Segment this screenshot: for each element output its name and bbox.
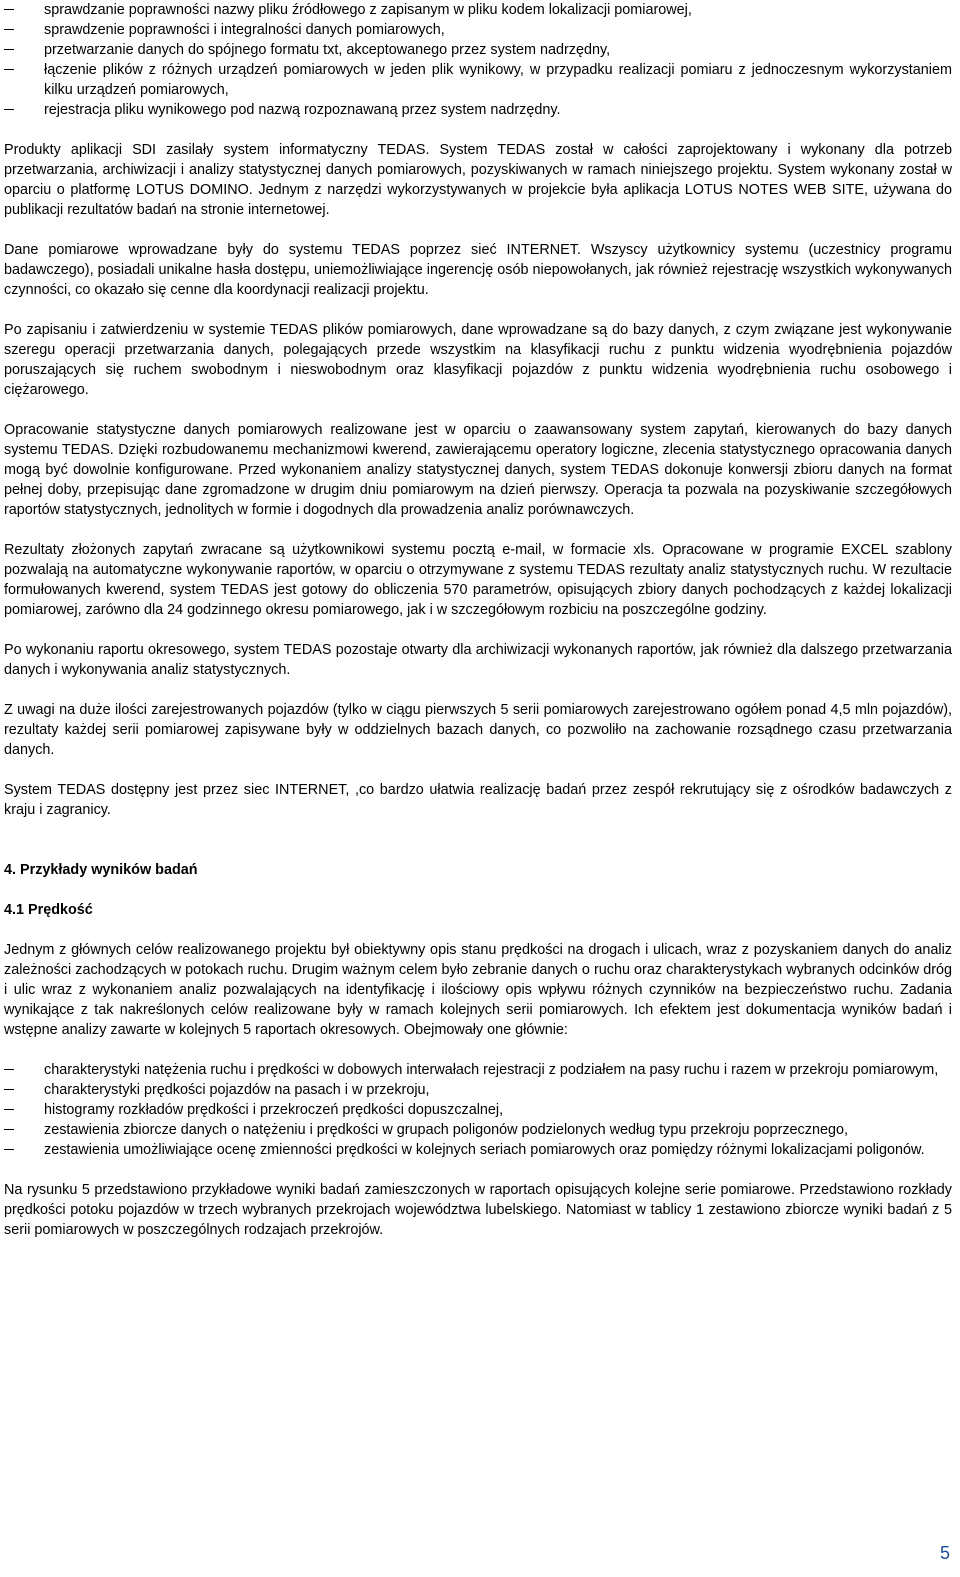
list-item: sprawdzanie poprawności nazwy pliku źródłowego z zapisanym w pliku kodem lokalizacji pomiarowej, xyxy=(4,0,952,20)
list-item: histogramy rozkładów prędkości i przekroczeń prędkości dopuszczalnej, xyxy=(4,1100,952,1120)
paragraph-statistics: Opracowanie statystyczne danych pomiarowych realizowane jest w oparciu o zaawansowany system zapytań, kierowanych do bazy danych systemu TEDAS. Dzięki rozbudowanemu mechanizmowi kwerend, zawierającemu operatory logiczne, zlecenia statystycznego opracowania danych mogą być dowolnie konfigurowane. Przed wykonaniem analizy statystycznej danych, system TEDAS dokonuje konwersji zbioru danych na format pełnej doby, przepisując dane zgromadzone w drugim dniu pomiarowym na dzień pierwszy. Operacja ta pozwala na pozyskiwanie szczegółowych raportów statystycznych, jednolitych w formie i dogodnych dla prowadzenia analiz porównawczych. xyxy=(4,422,952,518)
list-item: zestawienia umożliwiające ocenę zmienności prędkości w kolejnych seriach pomiarowych oraz pomiędzy różnymi lokalizacjami poligonów. xyxy=(4,1140,952,1160)
list-item: charakterystyki prędkości pojazdów na pasach i w przekroju, xyxy=(4,1080,952,1100)
paragraph-results: Rezultaty złożonych zapytań zwracane są użytkownikowi systemu pocztą e-mail, w formacie xls. Opracowane w programie EXCEL szablony pozwalają na automatyczne wykonywanie raportów, w oparciu o otrzymywane z systemu TEDAS rezultaty analiz statystycznych ruchu. W rezultacie formułowanych kwerend, system TEDAS jest gotowy do obliczenia 570 parametrów, opisujących zbiory danych pochodzących z każdej lokalizacji pomiarowej, zarówno dla 24 godzinnego okresu pomiarowego, jak i w szczegółowym rozbiciu na poszczególne godziny. xyxy=(4,542,952,618)
paragraph-processing: Po zapisaniu i zatwierdzeniu w systemie TEDAS plików pomiarowych, dane wprowadzane są do bazy danych, z czym związane jest wykonywanie szeregu operacji przetwarzania danych, polegających przede wszystkim na klasyfikacji ruchu z punktu widzenia wyodrębnienia pojazdów poruszających się ruchem swobodnym i nieswobodnym oraz klasyfikacji pojazdów z punktu widzenia wyodrębnienia ruchu osobowego i ciężarowego. xyxy=(4,322,952,398)
paragraph-access: System TEDAS dostępny jest przez siec INTERNET, ,co bardzo ułatwia realizację badań przez zespół rekrutujący się z ośrodków badawczych z kraju i zagranicy. xyxy=(4,782,952,818)
section-heading: 4. Przykłady wyników badań xyxy=(4,862,198,878)
paragraph-tedas-intro: Produkty aplikacji SDI zasilały system informatyczny TEDAS. System TEDAS został w całości zaprojektowany i wykonany dla potrzeb przetwarzania, archiwizacji i analizy statystycznej danych pomiarowych, pozyskiwanych w ramach niniejszego projektu. System wykonany został w oparciu o platformę LOTUS DOMINO. Jednym z narzędzi wykorzystywanych w projekcie była aplikacja LOTUS NOTES WEB SITE, używana do publikacji rezultatów badań na stronie internetowej. xyxy=(4,142,952,218)
list-item: zestawienia zbiorcze danych o natężeniu i prędkości w grupach poligonów podzielonych według typu przekroju poprzecznego, xyxy=(4,1120,952,1140)
list-item: charakterystyki natężenia ruchu i prędkości w dobowych interwałach rejestracji z podziałem na pasy ruchu i razem w przekroju pomiarowym, xyxy=(4,1060,952,1080)
paragraph-archiving: Po wykonaniu raportu okresowego, system TEDAS pozostaje otwarty dla archiwizacji wykonanych raportów, jak również dla dalszego przetwarzania danych i wykonywania analiz statystycznych. xyxy=(4,642,952,678)
processing-steps-list xyxy=(4,0,952,120)
subsection-heading: 4.1 Prędkość xyxy=(4,902,93,918)
list-item: rejestracja pliku wynikowego pod nazwą rozpoznawaną przez system nadrzędny. xyxy=(4,100,952,120)
list-item: łączenie plików z różnych urządzeń pomiarowych w jeden plik wynikowy, w przypadku realizacji pomiaru z jednoczesnym wykorzystaniem kilku urządzeń pomiarowych, xyxy=(4,60,952,100)
document-page xyxy=(4,0,952,1240)
paragraph-speed-intro: Jednym z głównych celów realizowanego projektu był obiektywny opis stanu prędkości na drogach i ulicach, wraz z pozyskaniem danych do analiz zależności zachodzących w potokach ruchu. Drugim ważnym celem było zebranie danych o ruchu oraz charakterystykach wybranych odcinków dróg i ulic wraz z wykonaniem analiz pozwalających na identyfikację i ilościowy opis wpływu różnych czynników na bezpieczeństwo ruchu. Zadania wynikające z tak nakreślonych celów realizowane były w ramach kolejnych serii pomiarowych. Ich efektem jest dokumentacja wyników badań i wstępne analizy zawarte w kolejnych 5 raportach okresowych. Obejmowały one głównie: xyxy=(4,942,952,1038)
page-number: 5 xyxy=(939,1543,950,1563)
report-contents-list xyxy=(4,1060,952,1160)
list-item: sprawdzenie poprawności i integralności danych pomiarowych, xyxy=(4,20,952,40)
paragraph-databases: Z uwagi na duże ilości zarejestrowanych pojazdów (tylko w ciągu pierwszych 5 serii pomiarowych zarejestrowano ogółem ponad 4,5 mln pojazdów), rezultaty każdej serii pomiarowej zapisywane były w oddzielnych bazach danych, co pozwoliło na zachowanie rozsądnego czasu przetwarzania danych. xyxy=(4,702,952,758)
paragraph-closing: Na rysunku 5 przedstawiono przykładowe wyniki badań zamieszczonych w raportach opisujących kolejne serie pomiarowe. Przedstawiono rozkłady prędkości potoku pojazdów w trzech wybranych przekrojach województwa lubelskiego. Natomiast w tablicy 1 zestawiono zbiorcze wyniki badań z 5 serii pomiarowych w poszczególnych rodzajach przekrojów. xyxy=(4,1182,952,1238)
paragraph-data-input: Dane pomiarowe wprowadzane były do systemu TEDAS poprzez sieć INTERNET. Wszyscy użytkownicy systemu (uczestnicy programu badawczego), posiadali unikalne hasła dostępu, uniemożliwiające ingerencję osób niepowołanych, jak również rejestrację wszystkich wykonywanych czynności, co okazało się cenne dla koordynacji realizacji projektu. xyxy=(4,242,952,298)
list-item: przetwarzanie danych do spójnego formatu txt, akceptowanego przez system nadrzędny, xyxy=(4,40,952,60)
